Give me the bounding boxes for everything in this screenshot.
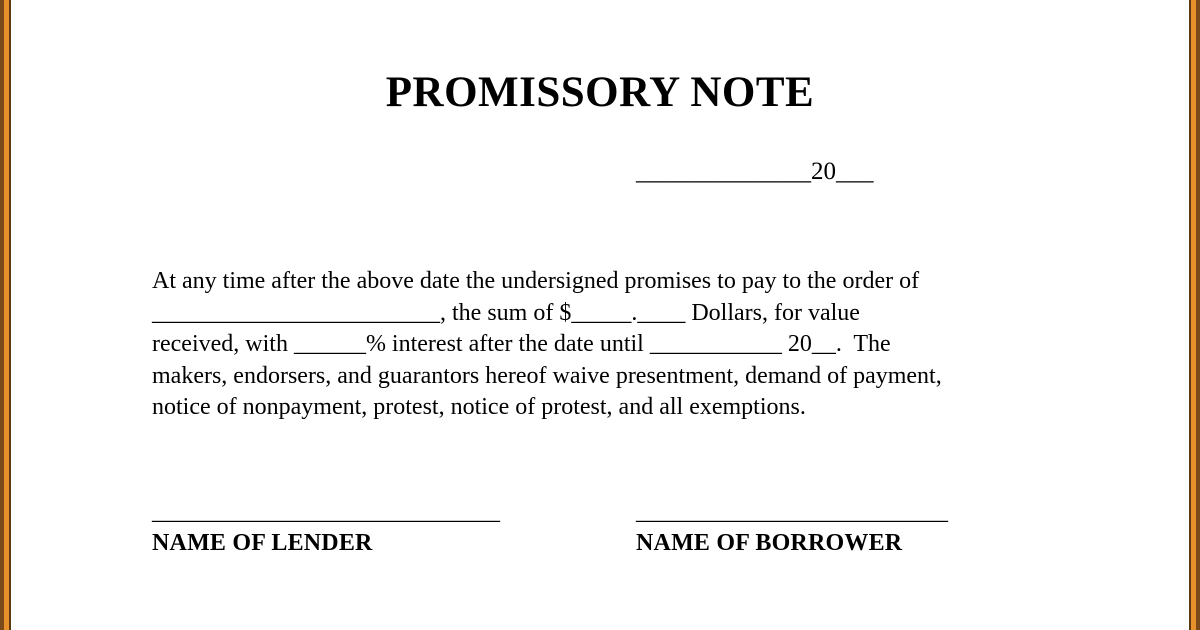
- lender-signature-block: [152, 500, 500, 557]
- body-line: At any time after the above date the undersigned promises to pay to the order of: [152, 268, 920, 294]
- body-line: makers, endorsers, and guarantors hereof waive presentment, demand of payment,: [152, 362, 942, 389]
- body-line: received, with ______% interest after the date until ___________ 20__. The: [152, 331, 891, 357]
- body-line: notice of nonpayment, protest, notice of protest, and all exemptions.: [152, 394, 806, 420]
- body-line: ________________________, the sum of $_____.____ Dollars, for value: [152, 299, 860, 326]
- lender-signature-line: _____________________________: [152, 499, 500, 525]
- borrower-label: NAME OF BORROWER: [636, 530, 903, 556]
- lender-label: NAME OF LENDER: [152, 530, 373, 556]
- note-body: [152, 266, 1052, 424]
- date-field: ______________20___: [636, 158, 874, 185]
- document-title: PROMISSORY NOTE: [385, 69, 815, 116]
- borrower-signature-line: __________________________: [636, 499, 948, 525]
- borrower-signature-block: [636, 500, 948, 557]
